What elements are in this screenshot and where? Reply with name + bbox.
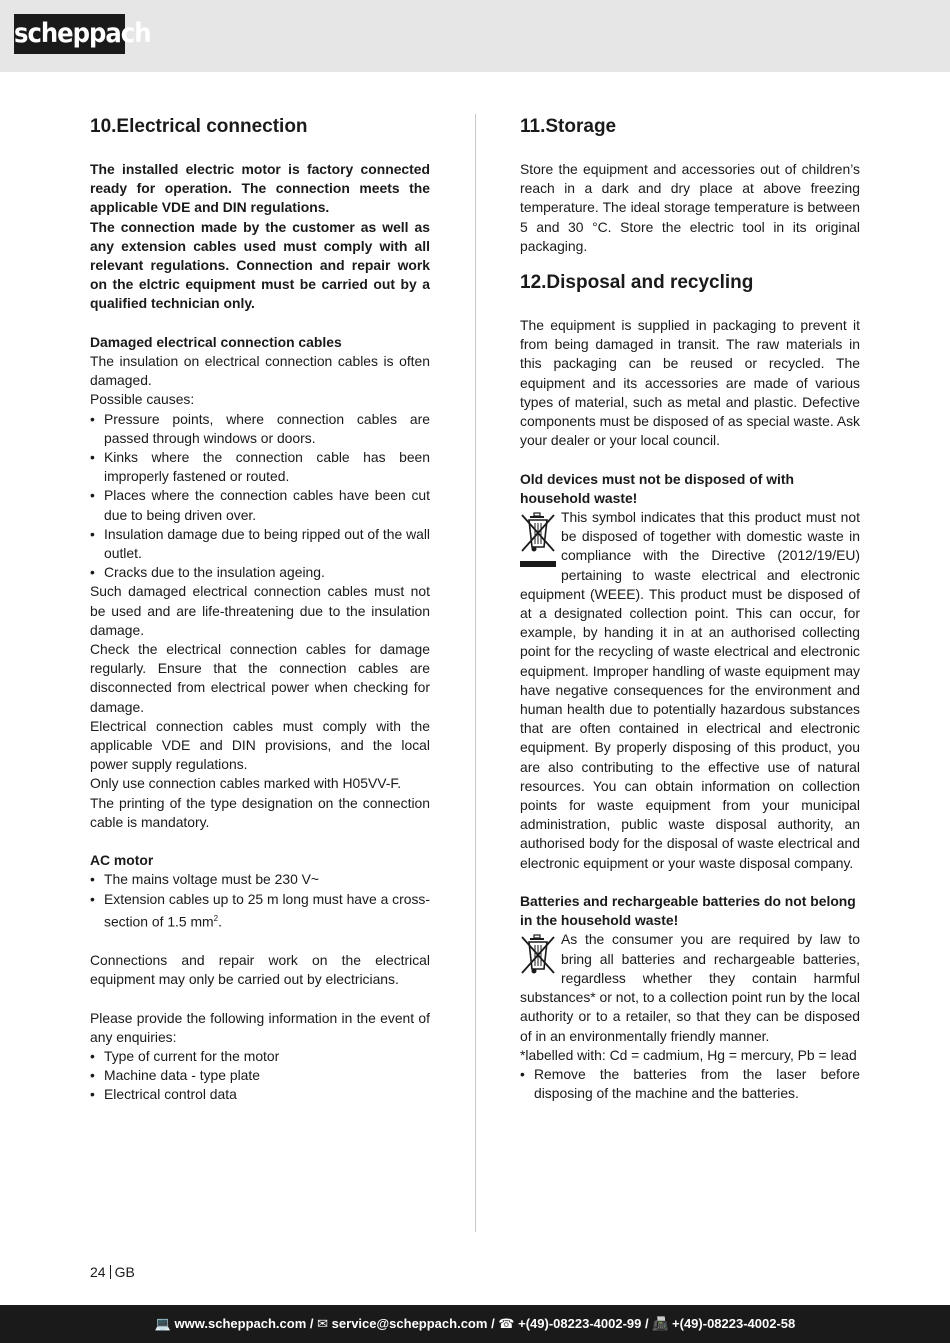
list-item: • Cracks due to the insulation ageing. xyxy=(90,564,325,581)
right-column xyxy=(520,114,860,1103)
page-number xyxy=(90,1264,135,1280)
section-title-text: Electrical connection xyxy=(116,116,308,137)
paragraph: Such damaged electrical connection cables must not be used and are life-threatening due to the insulation damage. xyxy=(90,583,430,638)
repair-paragraph: Connections and repair work on the electrical equipment may only be carried out by electricians. xyxy=(90,951,430,988)
batteries-list xyxy=(520,1065,860,1103)
logo-text: scheppach xyxy=(14,18,151,49)
list-item: • Places where the connection cables have been cut due to being driven over. xyxy=(90,487,430,523)
crossed-bin-icon xyxy=(520,511,556,573)
paragraph: Electrical connection cables must comply with the applicable VDE and DIN provisions, and the local power supply regulations. xyxy=(90,717,430,773)
section-number: 12. xyxy=(520,272,547,294)
list-item: • The mains voltage must be 230 V~ xyxy=(90,871,320,888)
section-title-text: Storage xyxy=(545,116,617,137)
phone-icon: ☎ xyxy=(498,1316,515,1331)
enquiry-paragraph: Please provide the following information in the event of any enquiries: xyxy=(90,1009,430,1045)
battery-block xyxy=(520,930,860,1045)
list-item: • Extension cables up to 25 m long must have a cross-section of 1.5 $mm^2$. xyxy=(90,890,430,930)
intro-paragraph-2: The connection made by the customer as well as any extension cables used must comply with all relevant regulations. Connection and repair work on the elctric equipment must be carried out by a qualified technician only. xyxy=(90,218,430,312)
list-item: • Remove the batteries from the laser before disposing of the machine and the batteries. xyxy=(520,1065,860,1102)
brand-logo xyxy=(14,14,151,54)
list-item: • Pressure points, where connection cables are passed through windows or doors. xyxy=(90,410,430,446)
list-item: • Insulation damage due to being ripped out of the wall outlet. xyxy=(90,525,430,562)
column-divider xyxy=(475,114,476,1232)
page-number-value: 24 xyxy=(90,1264,106,1280)
batteries-paragraph: As the consumer you are required by law to bring all batteries and rechargeable batteries, regardless whether they contain harmful substances* or not, to a collection point run by the local authority or to a retailer, so that they can be disposed of in an environmentally friendly manner. xyxy=(520,931,860,1044)
paragraph: The printing of the type designation on the connection cable is mandatory. xyxy=(90,794,430,830)
disposal-paragraph: The equipment is supplied in packaging to prevent it from being damaged in transit. The raw materials in this packaging can be reused or recycled. The equipment and its accessories are made of various types of material, such as metal and plastic. Defective components must be disposed of as special waste. Ask your dealer or your local council. xyxy=(520,317,860,449)
causes-intro: Possible causes: xyxy=(90,391,195,408)
page-footer: 💻 www.scheppach.com / ✉ service@scheppach.com / ☎ +(49)-08223-4002-99 / 📠 +(49)-08223-4002-58 xyxy=(0,1305,950,1343)
damaged-heading: Damaged electrical connection cables xyxy=(90,333,342,350)
ac-motor-list xyxy=(90,870,430,931)
list-item: • Kinks where the connection cable has been improperly fastened or routed. xyxy=(90,449,430,485)
section-number: 10. xyxy=(90,116,117,137)
list-item: • Machine data - type plate xyxy=(90,1067,260,1084)
section-title-storage xyxy=(520,114,860,140)
section-number: 11. xyxy=(520,116,546,137)
intro-paragraph-1: The installed electric motor is factory connected ready for operation. The connection meets the applicable VDE and DIN regulations. xyxy=(90,161,430,216)
left-column xyxy=(90,114,430,1105)
storage-paragraph: Store the equipment and accessories out of children’s reach in a dark and dry place at above freezing temperature. The ideal storage temperature is between 5 and 30 °C. Store the electric tool in its original packaging. xyxy=(520,161,860,254)
section-title-text: Disposal and recycling xyxy=(546,272,754,294)
page-header xyxy=(0,0,950,72)
footer-phone: +(49)-08223-4002-99 xyxy=(518,1316,642,1331)
footer-fax: +(49)-08223-4002-58 xyxy=(672,1316,796,1331)
section-title-electrical xyxy=(90,114,430,140)
batteries-heading: Batteries and rechargeable batteries do not belong in the household waste! xyxy=(520,893,856,929)
damaged-paragraph: The insulation on electrical connection cables is often damaged. xyxy=(90,353,430,389)
old-devices-heading: Old devices must not be disposed of with household waste! xyxy=(520,470,794,506)
section-title-disposal xyxy=(520,270,860,296)
enquiry-list xyxy=(90,1047,430,1105)
weee-paragraph: This symbol indicates that this product must not be disposed of together with domestic waste in compliance with the Directive (2012/19/EU) pertaining to waste electrical and electronic equipment (WEEE). This product must be disposed of at a designated collection point. This can occur, for example, by handing it in at an authorised collecting point for the recycling of waste electrical and electronic equipment. Improper handling of waste equipment may have negative consequences for the environment and human health due to potentially hazardous substances that are often contained in electrical and electronic equipment. By properly disposing of this product, you are also contributing to the effective use of natural resources. You can obtain information on collection points for waste equipment from your municipal administration, public waste disposal authority, an authorised body for the disposal of waste electrical and electronic equipment or your waste disposal company. xyxy=(520,509,860,871)
computer-icon: 💻 xyxy=(154,1316,171,1331)
paragraph: Only use connection cables marked with H05VV-F. xyxy=(90,775,402,792)
list-item: • Electrical control data xyxy=(90,1086,237,1103)
batteries-label: *labelled with: Cd = cadmium, Hg = mercury, Pb = lead xyxy=(520,1046,857,1063)
mail-icon: ✉ xyxy=(317,1316,329,1331)
footer-web[interactable]: www.scheppach.com xyxy=(174,1316,307,1331)
fax-icon: 📠 xyxy=(652,1316,669,1331)
weee-block xyxy=(520,508,860,873)
causes-list xyxy=(90,410,430,583)
paragraph: Check the electrical connection cables for damage regularly. Ensure that the connection cables are disconnected from electrical power when checking for damage. xyxy=(90,641,430,715)
page-language: GB xyxy=(114,1264,135,1280)
crossed-bin-icon xyxy=(520,933,556,975)
footer-mail[interactable]: service@scheppach.com xyxy=(331,1316,488,1331)
list-item: • Type of current for the motor xyxy=(90,1047,280,1064)
ac-motor-heading: AC motor xyxy=(90,852,154,869)
